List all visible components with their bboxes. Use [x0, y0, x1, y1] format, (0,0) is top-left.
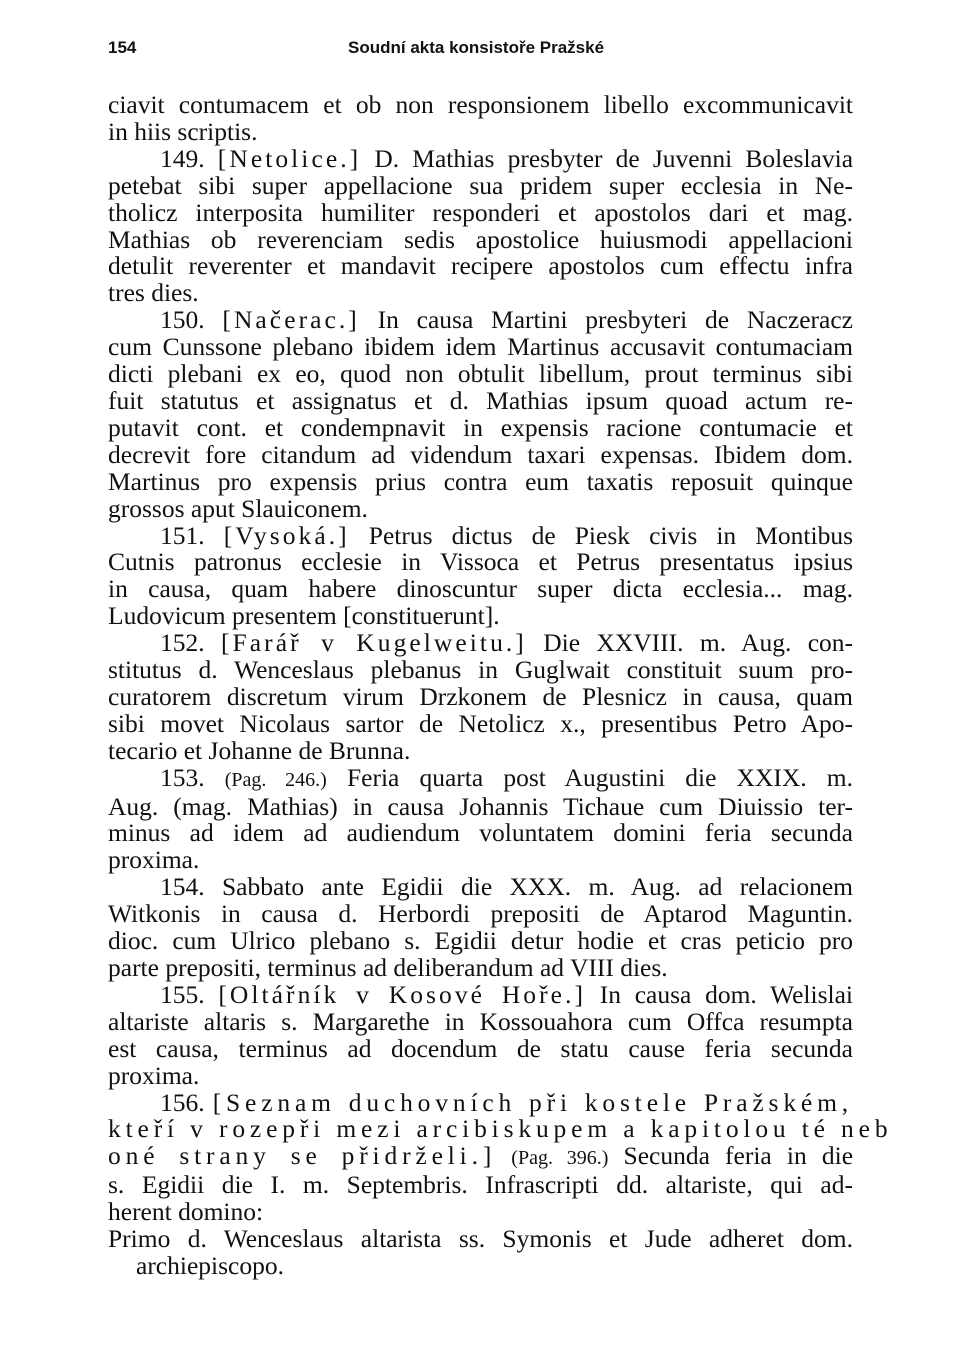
- text-line: s. Egidii die I. m. Septembris. Infrascripti dd. altariste, qui ad-: [108, 1170, 853, 1200]
- entry-154: [108, 874, 853, 982]
- text-line: sibi movet Nicolaus sartor de Netolicz x., presentibus Petro Apo-: [108, 708, 853, 738]
- text-line: [108, 1087, 853, 1117]
- entry-number: 153.: [160, 762, 205, 792]
- text-line: Mathias ob reverenciam sedis apostolice huiusmodi appellacioni: [108, 224, 853, 254]
- entry-155: [108, 979, 853, 1090]
- text-line: altariste altaris s. Margarethe in Kossouahora cum Offca resumpta: [108, 1006, 853, 1036]
- text-line: tres dies.: [108, 278, 199, 308]
- entry-number: 155.: [160, 979, 205, 1009]
- text-line: petebat sibi super appellacione sua pridem super ecclesia in Ne-: [108, 170, 853, 200]
- text-line: ciavit contumacem et ob non responsionem libello excommunicavit: [108, 90, 853, 119]
- text-fragment: Secunda feria in die: [608, 1141, 854, 1171]
- entry-heading: [Oltářník v Kosové Hoře.]: [218, 979, 587, 1009]
- entry-153: [108, 762, 854, 875]
- entry-150: [108, 307, 853, 522]
- text-line: [108, 1143, 853, 1172]
- text-line: detulit reverenter et mandavit recipere apostolos cum effectu infra: [108, 251, 853, 281]
- entry-heading-line: kteří v rozepři mezi arcibiskupem a kapitolou té neb: [108, 1114, 893, 1144]
- text-line: dicti plebani ex eo, quod non obtulit libellum, prout terminus sibi: [108, 359, 853, 389]
- text-fragment: Die XXVIII. m. Aug. con-: [526, 628, 853, 658]
- entry-156: [108, 1087, 893, 1227]
- entry-number: 152.: [160, 628, 205, 658]
- text-line: curatorem discretum virum Drzkonem de Plesnicz in causa, quam: [108, 681, 853, 711]
- entry-heading: [Netolice.]: [217, 143, 362, 173]
- text-line: proxima.: [108, 1060, 200, 1090]
- text-line: [108, 979, 853, 1009]
- text-line: in causa, quam habere dinoscuntur super dicta ecclesia... mag.: [108, 574, 853, 604]
- text-fragment: In causa Martini presbyteri de Naczeracz: [359, 305, 854, 335]
- text-line: tholicz interposita humiliter responderi et apostolos dari et mag.: [108, 197, 853, 227]
- entry-heading: [Farář v Kugelweitu.]: [221, 628, 527, 658]
- entry-number: 151.: [160, 520, 205, 550]
- text-line: Martinus pro expensis prius contra eum taxatis reposuit quinque: [108, 466, 853, 496]
- text-line: Ludovicum presentem [constituerunt].: [108, 601, 500, 631]
- text-fragment: D. Mathias presbyter de Juvenni Boleslavia: [361, 143, 854, 173]
- entry-heading: [Vysoká.]: [223, 520, 350, 550]
- text-line: parte prepositi, terminus ad deliberandum ad VIII dies.: [108, 953, 668, 982]
- text-line: [108, 307, 853, 334]
- text-line: [108, 520, 854, 550]
- paragraph-continuation: [108, 92, 853, 146]
- text-line: putavit cont. et condempnavit in expensis racione contumacie et: [108, 412, 853, 442]
- page-number: 154: [108, 38, 137, 57]
- text-line: Cutnis patronus ecclesie in Vissoca et Petrus presentatus ipsius: [108, 547, 853, 577]
- entry-heading: [Načerac.]: [222, 305, 360, 335]
- text-line: stitutus d. Wenceslaus plebanus in Guglwait constituit suum pro-: [108, 655, 853, 685]
- text-fragment: Petrus dictus de Piesk civis in Montibus: [349, 520, 854, 550]
- running-title: Soudní akta konsistoře Pražské: [348, 38, 605, 57]
- entry-heading: [Seznam duchovních při kostele Pražském,: [212, 1087, 853, 1117]
- text-line: tecario et Johanne de Brunna.: [108, 735, 411, 765]
- text-line: [108, 143, 854, 173]
- text-fragment: Sabbato ante Egidii die XXX. m. Aug. ad relacionem: [204, 872, 853, 902]
- document-body: [108, 90, 893, 1280]
- text-fragment: Feria quarta post Augustini die XXIX. m.: [326, 762, 854, 792]
- text-line: fuit statutus et assignatus et d. Mathias ipsum quoad actum re-: [108, 385, 853, 415]
- text-line: dioc. cum Ulrico plebano s. Egidii detur hodie et cras peticio pro: [108, 926, 853, 956]
- text-line: Witkonis in causa d. Herbordi prepositi de Aptarod Maguntin.: [108, 899, 853, 929]
- text-line: [108, 762, 854, 794]
- text-line: in hiis scriptis.: [108, 116, 258, 146]
- entry-number: 150.: [160, 305, 205, 335]
- page-reference: (Pag. 396.): [511, 1147, 609, 1170]
- text-line: [108, 874, 853, 901]
- entry-number: 154.: [160, 872, 205, 902]
- entry-149: [108, 143, 854, 308]
- text-line: cum Cunssone plebano ibidem idem Martinus accusavit contumaciam: [108, 332, 853, 362]
- entry-151: [108, 520, 854, 631]
- entry-number: 156.: [160, 1087, 205, 1117]
- text-line: decrevit fore citandum ad videndum taxari expensas. Ibidem dom.: [108, 439, 853, 469]
- entry-152: [108, 630, 853, 765]
- text-line: minus ad idem ad audiendum voluntatem domini feria secunda: [108, 818, 853, 848]
- text-line: Aug. (mag. Mathias) in causa Johannis Tichaue cum Diuissio ter-: [108, 791, 853, 821]
- page-reference: (Pag. 246.): [224, 768, 327, 791]
- text-fragment: In causa dom. Welislai: [586, 979, 853, 1009]
- text-line: proxima.: [108, 845, 200, 875]
- text-line: grossos aput Slauiconem.: [108, 493, 368, 523]
- text-line: est causa, terminus ad docendum de statu cause feria secunda: [108, 1033, 853, 1063]
- entry-heading: oné strany se přidrželi.]: [108, 1141, 497, 1171]
- text-line: archiepiscopo.: [136, 1250, 284, 1280]
- text-line: herent domino:: [108, 1197, 264, 1227]
- list-entry-primo: [108, 1226, 853, 1280]
- text-line: [108, 630, 853, 657]
- running-header: [108, 38, 852, 64]
- text-line: Primo d. Wenceslaus altarista ss. Symonis et Jude adheret dom.: [108, 1224, 853, 1254]
- entry-number: 149.: [160, 143, 205, 173]
